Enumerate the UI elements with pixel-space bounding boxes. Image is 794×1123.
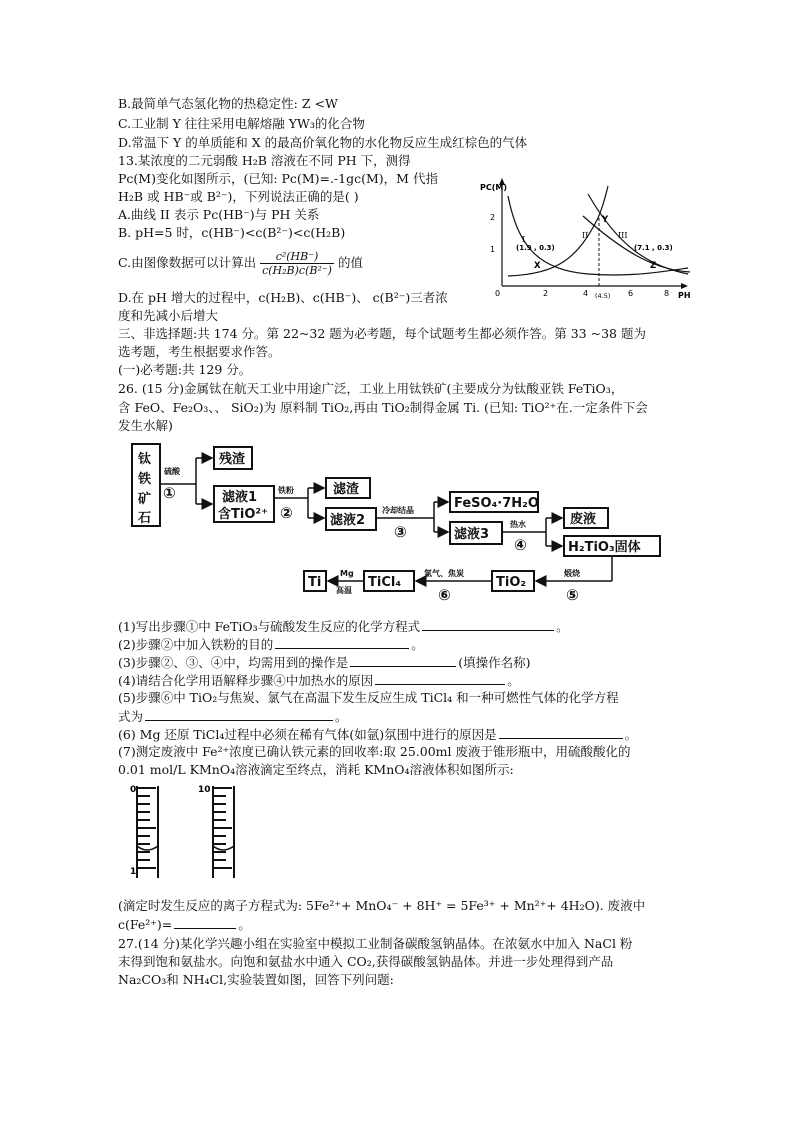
q27-stem-2: 末得到饱和氨盐水。向饱和氨盐水中通入 CO₂,获得碳酸氢钠晶体。并进一步处理得到产品	[118, 954, 614, 969]
point-y-label: Y	[602, 215, 609, 225]
step6-reagents: 氯气、焦炭	[424, 569, 464, 578]
q26-4-end: 。	[507, 673, 520, 688]
left-burette-top-mark: 0	[130, 785, 137, 795]
q26-3-end: (填操作名称)	[458, 655, 531, 670]
ticl4-label: TiCl₄	[368, 575, 402, 590]
q13-option-d-cont: 度和先减小后增大	[118, 308, 219, 323]
curve-ii-label: II	[582, 231, 589, 240]
x-axis-arrow	[681, 283, 688, 289]
q13-option-d: D.在 pH 增大的过程中，c(H₂B)、c(HB⁻)、 c(B²⁻)三者浓	[118, 290, 448, 305]
q26-7-lead: c(Fe²⁺)=	[118, 917, 173, 932]
q26-3	[118, 654, 530, 671]
step1-reagent: 硫酸	[164, 467, 180, 476]
q13-stem-3: H₂B 或 HB⁻或 B²⁻)，下列说法正确的是( )	[118, 189, 359, 204]
q27-stem-3: Na₂CO₃和 NH₄Cl,实验装置如图，回答下列问题:	[118, 972, 394, 987]
step4-marker: ④	[514, 536, 527, 554]
feso4-label: FeSO₄·7H₂O	[454, 496, 539, 511]
q26-stem-3: 发生水解)	[118, 418, 173, 433]
step4-reagent: 热水	[510, 520, 526, 529]
q26-5-answer-blank[interactable]	[145, 708, 333, 721]
left-burette-scale	[137, 788, 156, 868]
step2-marker: ②	[280, 504, 293, 522]
filtrate1-label: 滤液1	[222, 490, 258, 505]
filtrate2-label: 滤液2	[330, 513, 366, 528]
right-burette-top-mark: 10	[198, 785, 211, 795]
q26-4-answer-blank[interactable]	[375, 672, 505, 685]
point-x-coords: (1.9 , 0.3)	[516, 244, 555, 252]
step1-marker: ①	[163, 484, 176, 502]
q26-3-answer-blank[interactable]	[350, 654, 456, 667]
h2tio3-label: H₂TiO₃固体	[568, 540, 641, 555]
y-tick-2: 2	[490, 213, 496, 222]
step2-reagent: 铁粉	[278, 486, 294, 495]
q26-6-end: 。	[624, 727, 638, 742]
required-heading: (一)必考题:共 129 分。	[118, 362, 252, 377]
y-tick-1: 1	[490, 245, 496, 254]
y-tick-0: 0	[495, 289, 501, 298]
point-z-coords: (7.1 , 0.3)	[634, 244, 673, 252]
q13-stem-1: 13.某浓度的二元弱酸 H₂B 溶液在不同 PH 下，测得	[118, 153, 411, 168]
q26-6-answer-blank[interactable]	[499, 726, 623, 739]
ore-char-2: 铁	[138, 472, 152, 487]
x-tick-6: 6	[628, 289, 634, 298]
q13-option-c	[118, 250, 363, 277]
tio2-label: TiO₂	[496, 575, 527, 590]
x-tick-4: 4	[583, 289, 589, 298]
q26-1-answer-blank[interactable]	[422, 618, 554, 631]
q13-option-b: B. pH=5 时，c(HB⁻)<c(B²⁻)<c(H₂B)	[118, 225, 346, 240]
q26-5-end: 。	[335, 709, 348, 724]
q26-7c: (滴定时发生反应的离子方程式为: 5Fe²⁺+ MnO₄⁻ + 8H⁺ = 5Fe³⁺ + Mn²⁺+ 4H₂O). 废液中	[118, 898, 646, 913]
curve-ii-line	[508, 186, 608, 276]
x-axis-label: PH	[678, 291, 691, 300]
q26-2-end: 。	[411, 637, 424, 652]
q26-6	[118, 726, 637, 743]
q26-7: (7)测定废液中 Fe²⁺浓度已确认铁元素的回收率:取 25.00ml 废液于锥形瓶中，用硫酸酸化的	[118, 744, 631, 759]
right-meniscus	[213, 846, 234, 850]
q13-stem-2: Pc(M)变化如图所示，(已知: Pc(M)=.-1gc(M)，M 代指	[118, 171, 438, 186]
q13-c-tail: 的值	[337, 255, 363, 270]
section-three-cont: 选考题，考生根据要求作答。	[118, 344, 281, 359]
point-z-label: Z	[650, 261, 657, 271]
step7-reagent: Mg	[340, 569, 354, 578]
q26-4-text: (4)请结合化学用语解释步骤④中加热水的原因	[118, 673, 374, 688]
ore-char-3: 矿	[138, 492, 152, 507]
q13-option-a: A.曲线 II 表示 Pc(HB⁻)与 PH 关系	[118, 207, 320, 222]
q26-3-text: (3)步骤②、③、④中，均需用到的操作是	[118, 655, 349, 670]
filtrate3-label: 滤液3	[454, 527, 490, 542]
section-three: 三、非选择题:共 174 分。第 22~32 题为必考题，每个试题考生都必须作答。第 33 ~38 题为	[118, 326, 646, 341]
residue-label: 残渣	[219, 452, 246, 467]
option-d: D.常温下 Y 的单质能和 X 的最高价氧化物的水化物反应生成红棕色的气体	[118, 135, 528, 150]
fraction-denominator: c(H₂B)c(B²⁻)	[262, 264, 332, 277]
q26-1-text: (1)写出步骤①中 FeTiO₃与硫酸发生反应的化学方程式	[118, 619, 421, 634]
fraction-numerator: c²(HB⁻)	[260, 250, 334, 264]
burette-readings	[118, 780, 268, 880]
ti-label: Ti	[308, 575, 322, 590]
q26-7-answer-blank[interactable]	[174, 916, 236, 929]
step5-marker: ⑤	[566, 586, 579, 604]
right-burette-scale	[213, 788, 232, 868]
q26-7d	[118, 916, 251, 933]
y-axis-label: PC(M)	[480, 183, 508, 192]
q27-stem-1: 27.(14 分)某化学兴趣小组在实验室中模拟工业制备碳酸氢钠晶体。在浓氨水中加入 NaCl 粉	[118, 936, 633, 951]
step3-marker: ③	[394, 523, 407, 541]
q26-1-end: 。	[556, 619, 569, 634]
option-b: B.最简单气态氢化物的热稳定性: Z <W	[118, 96, 338, 111]
q26-1	[118, 618, 569, 635]
step7-cond: 高温	[336, 586, 352, 595]
q26-2-text: (2)步骤②中加入铁粉的目的	[118, 637, 274, 652]
q26-stem-1: 26. (15 分)金属钛在航天工业中用途广泛，工业上用钛铁矿(主要成分为钛酸亚铁 FeTiO₃，	[118, 381, 624, 396]
x-tick-2: 2	[543, 289, 549, 298]
q26-2-answer-blank[interactable]	[275, 636, 409, 649]
step5-op: 煅烧	[564, 569, 580, 578]
ore-char-4: 石	[138, 511, 152, 526]
step3-op: 冷却结晶	[382, 506, 414, 515]
slag-label: 滤渣	[333, 482, 360, 497]
q13-c-text: C.由图像数据可以计算出	[118, 255, 257, 270]
x-tick-8: 8	[664, 289, 670, 298]
filtrate1-sub: 含TiO²⁺	[218, 507, 268, 522]
left-meniscus	[137, 846, 158, 850]
q26-stem-2: 含 FeO、Fe₂O₃、、 SiO₂)为 原料制 TiO₂,再由 TiO₂制得金属 Ti. (已知: TiO²⁺在.一定条件下会	[118, 400, 648, 415]
process-flowchart	[118, 438, 678, 610]
left-burette-bottom-mark: 1	[130, 867, 137, 877]
q26-7b: 0.01 mol/L KMnO₄溶液滴定至终点，消耗 KMnO₄溶液体积如图所示:	[118, 762, 514, 777]
step6-marker: ⑥	[438, 586, 451, 604]
q26-7-end: 。	[238, 917, 251, 932]
q26-5-lead: 式为	[118, 709, 144, 724]
waste-label: 废液	[570, 512, 597, 527]
q26-2	[118, 636, 424, 653]
q26-4	[118, 672, 520, 689]
ore-char-1: 钛	[138, 452, 152, 467]
curve-i-label: I	[522, 235, 526, 244]
q26-6-text: (6) Mg 还原 TiCl₄过程中必须在稀有气体(如氩)氛围中进行的原因是	[118, 727, 497, 742]
x-tick-4-5: (4.5)	[595, 292, 611, 300]
option-c: C.工业制 Y 往往采用电解熔融 YW₃的化合物	[118, 116, 365, 131]
q26-5: (5)步骤⑥中 TiO₂与焦炭、氯气在高温下发生反应生成 TiCl₄ 和一种可燃性气体的化学方程	[118, 690, 619, 705]
pc-ph-graph	[478, 176, 700, 300]
curve-iii-label: III	[618, 231, 628, 240]
point-x-label: X	[534, 261, 541, 271]
ratio-fraction	[260, 250, 334, 277]
q26-5b	[118, 708, 348, 725]
